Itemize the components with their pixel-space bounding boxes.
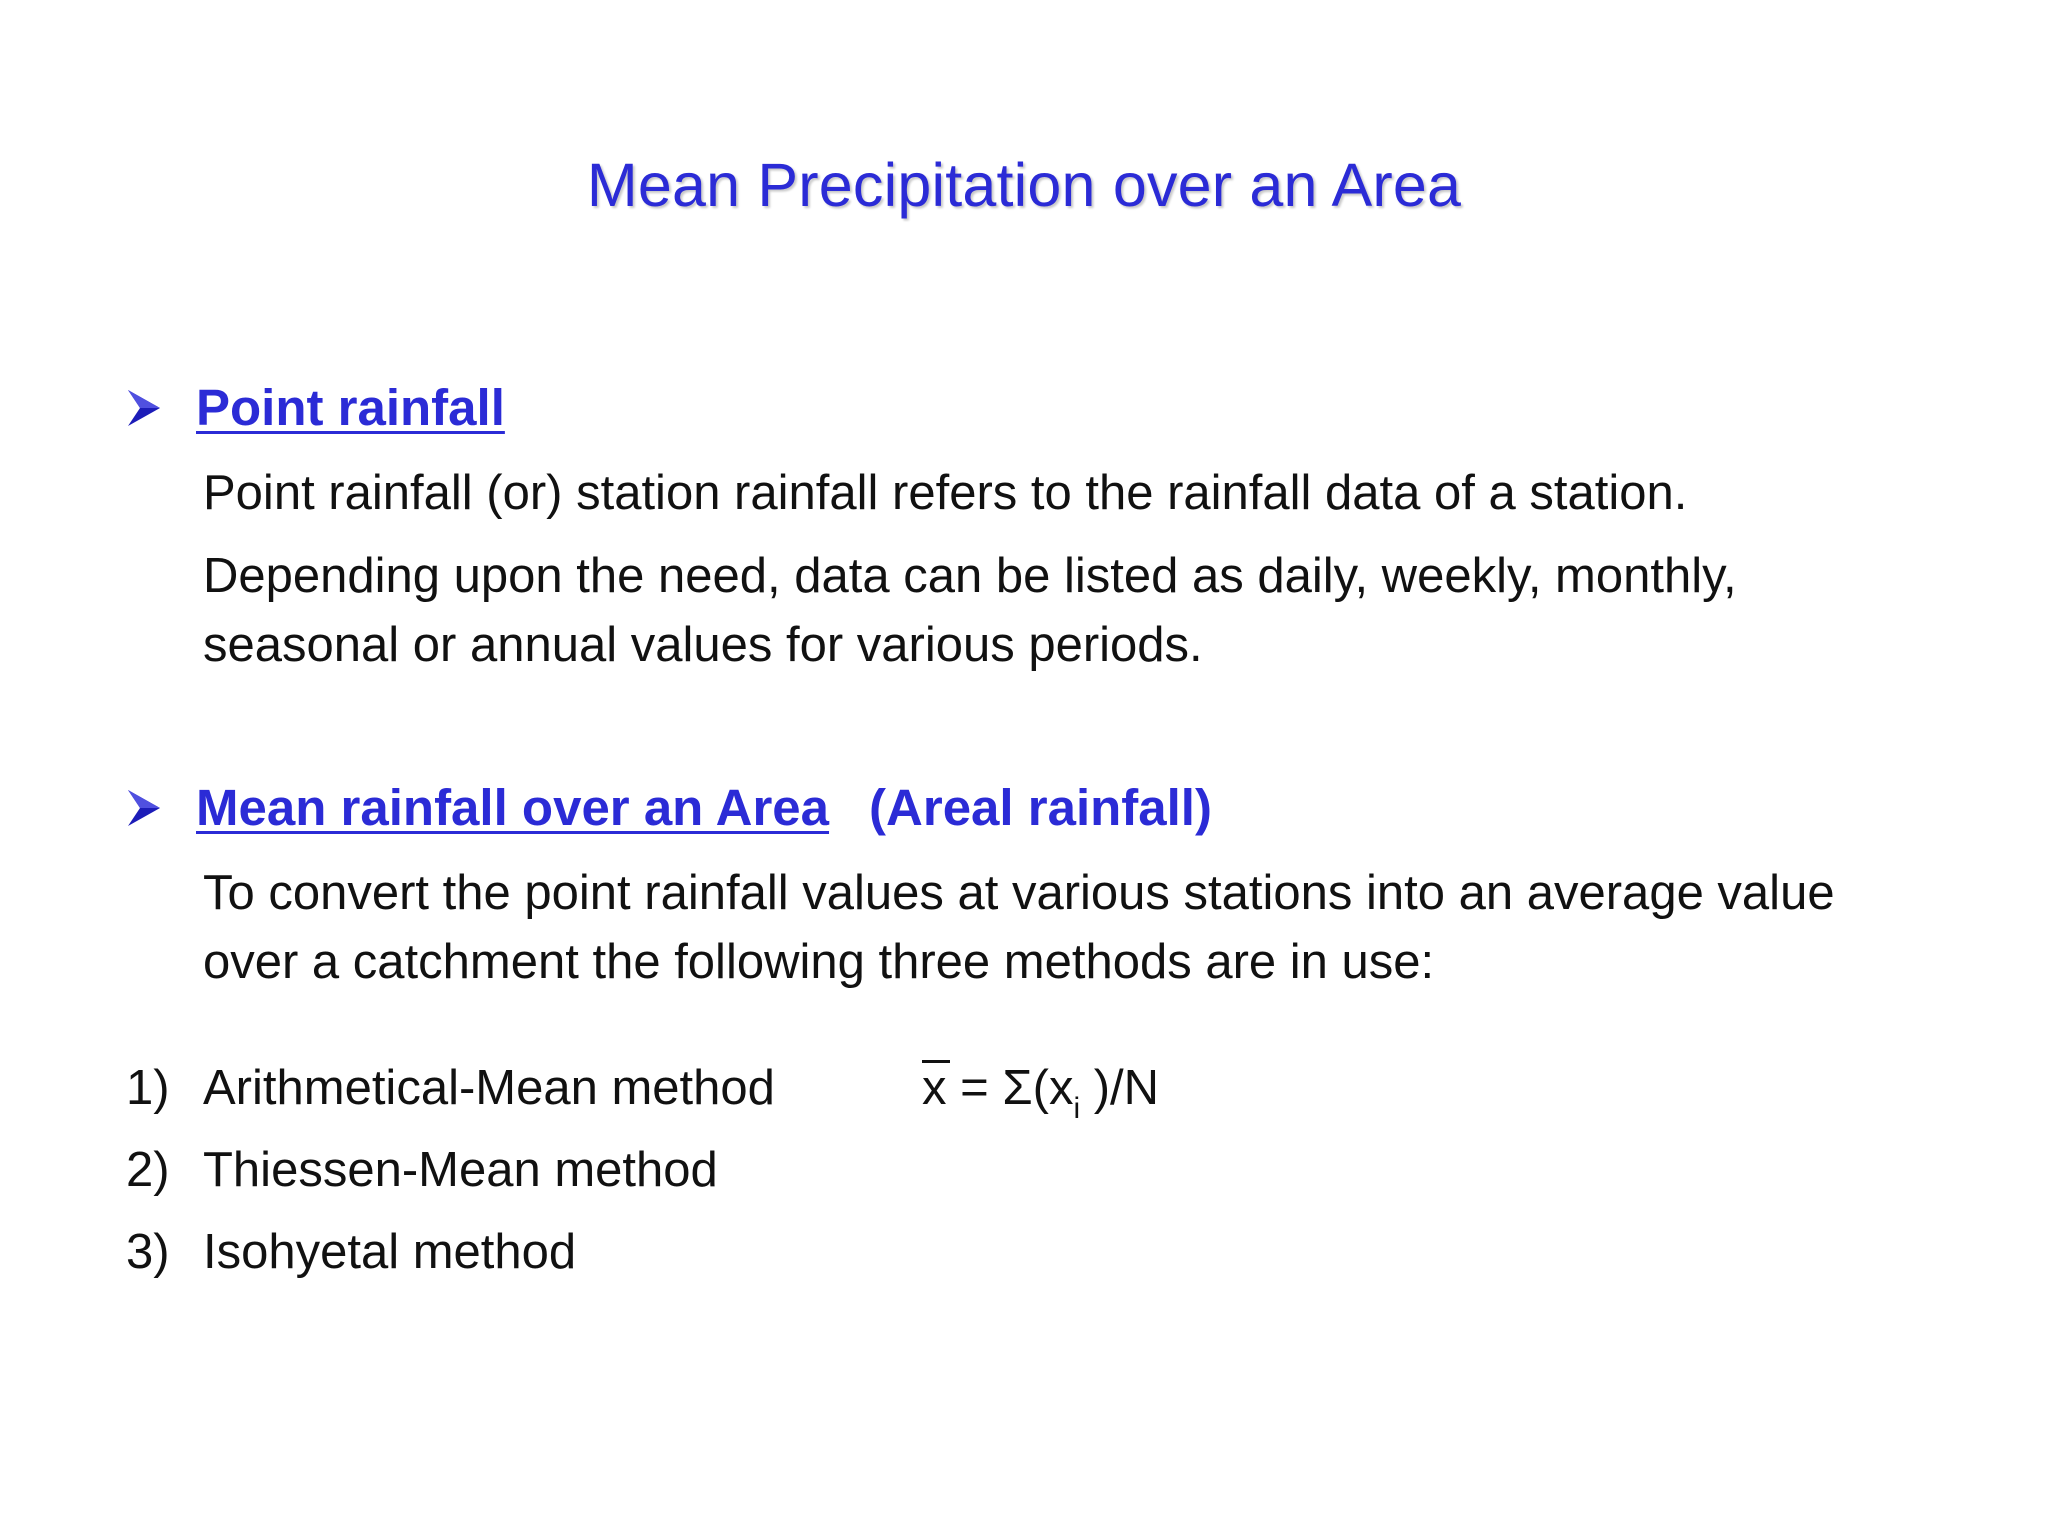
method-number: 1)	[126, 1061, 170, 1115]
method-label: Isohyetal method	[203, 1225, 577, 1279]
formula-equals-sum: = Σ(x	[946, 1061, 1074, 1115]
bullet-point-rainfall	[126, 378, 505, 437]
method-label: Thiessen-Mean method	[203, 1143, 718, 1197]
arrow-bullet-icon	[126, 788, 162, 828]
section-heading-areal-rainfall: (Areal rainfall)	[869, 779, 1212, 836]
arrow-bullet-icon	[126, 388, 162, 428]
paragraph-point-rainfall-definition: Point rainfall (or) station rainfall refers to the rainfall data of a station.	[203, 466, 1688, 520]
method-item	[126, 1140, 718, 1200]
page-title: Mean Precipitation over an Area	[586, 151, 1462, 219]
paragraph-point-rainfall-listing: Depending upon the need, data can be listed as daily, weekly, monthly, seasonal or annual values for various periods.	[203, 549, 1737, 672]
section-heading-mean-rainfall: Mean rainfall over an Area	[196, 779, 830, 836]
bullet-mean-rainfall	[126, 778, 1212, 837]
method-number: 2)	[126, 1143, 170, 1197]
paragraph-conversion-methods: To convert the point rainfall values at various stations into an average value over a catchment the following three methods are in use:	[203, 866, 1835, 989]
method-item	[126, 1222, 576, 1282]
method-number: 3)	[126, 1225, 170, 1279]
formula-divisor: )/N	[1080, 1061, 1160, 1115]
arithmetic-mean-formula	[922, 1058, 1159, 1125]
method-label: Arithmetical-Mean method	[203, 1061, 775, 1115]
method-item	[126, 1058, 775, 1118]
formula-mean-symbol: x	[922, 1058, 947, 1118]
section-heading-point-rainfall: Point rainfall	[196, 379, 505, 436]
formula-subscript: i	[1073, 1092, 1081, 1125]
